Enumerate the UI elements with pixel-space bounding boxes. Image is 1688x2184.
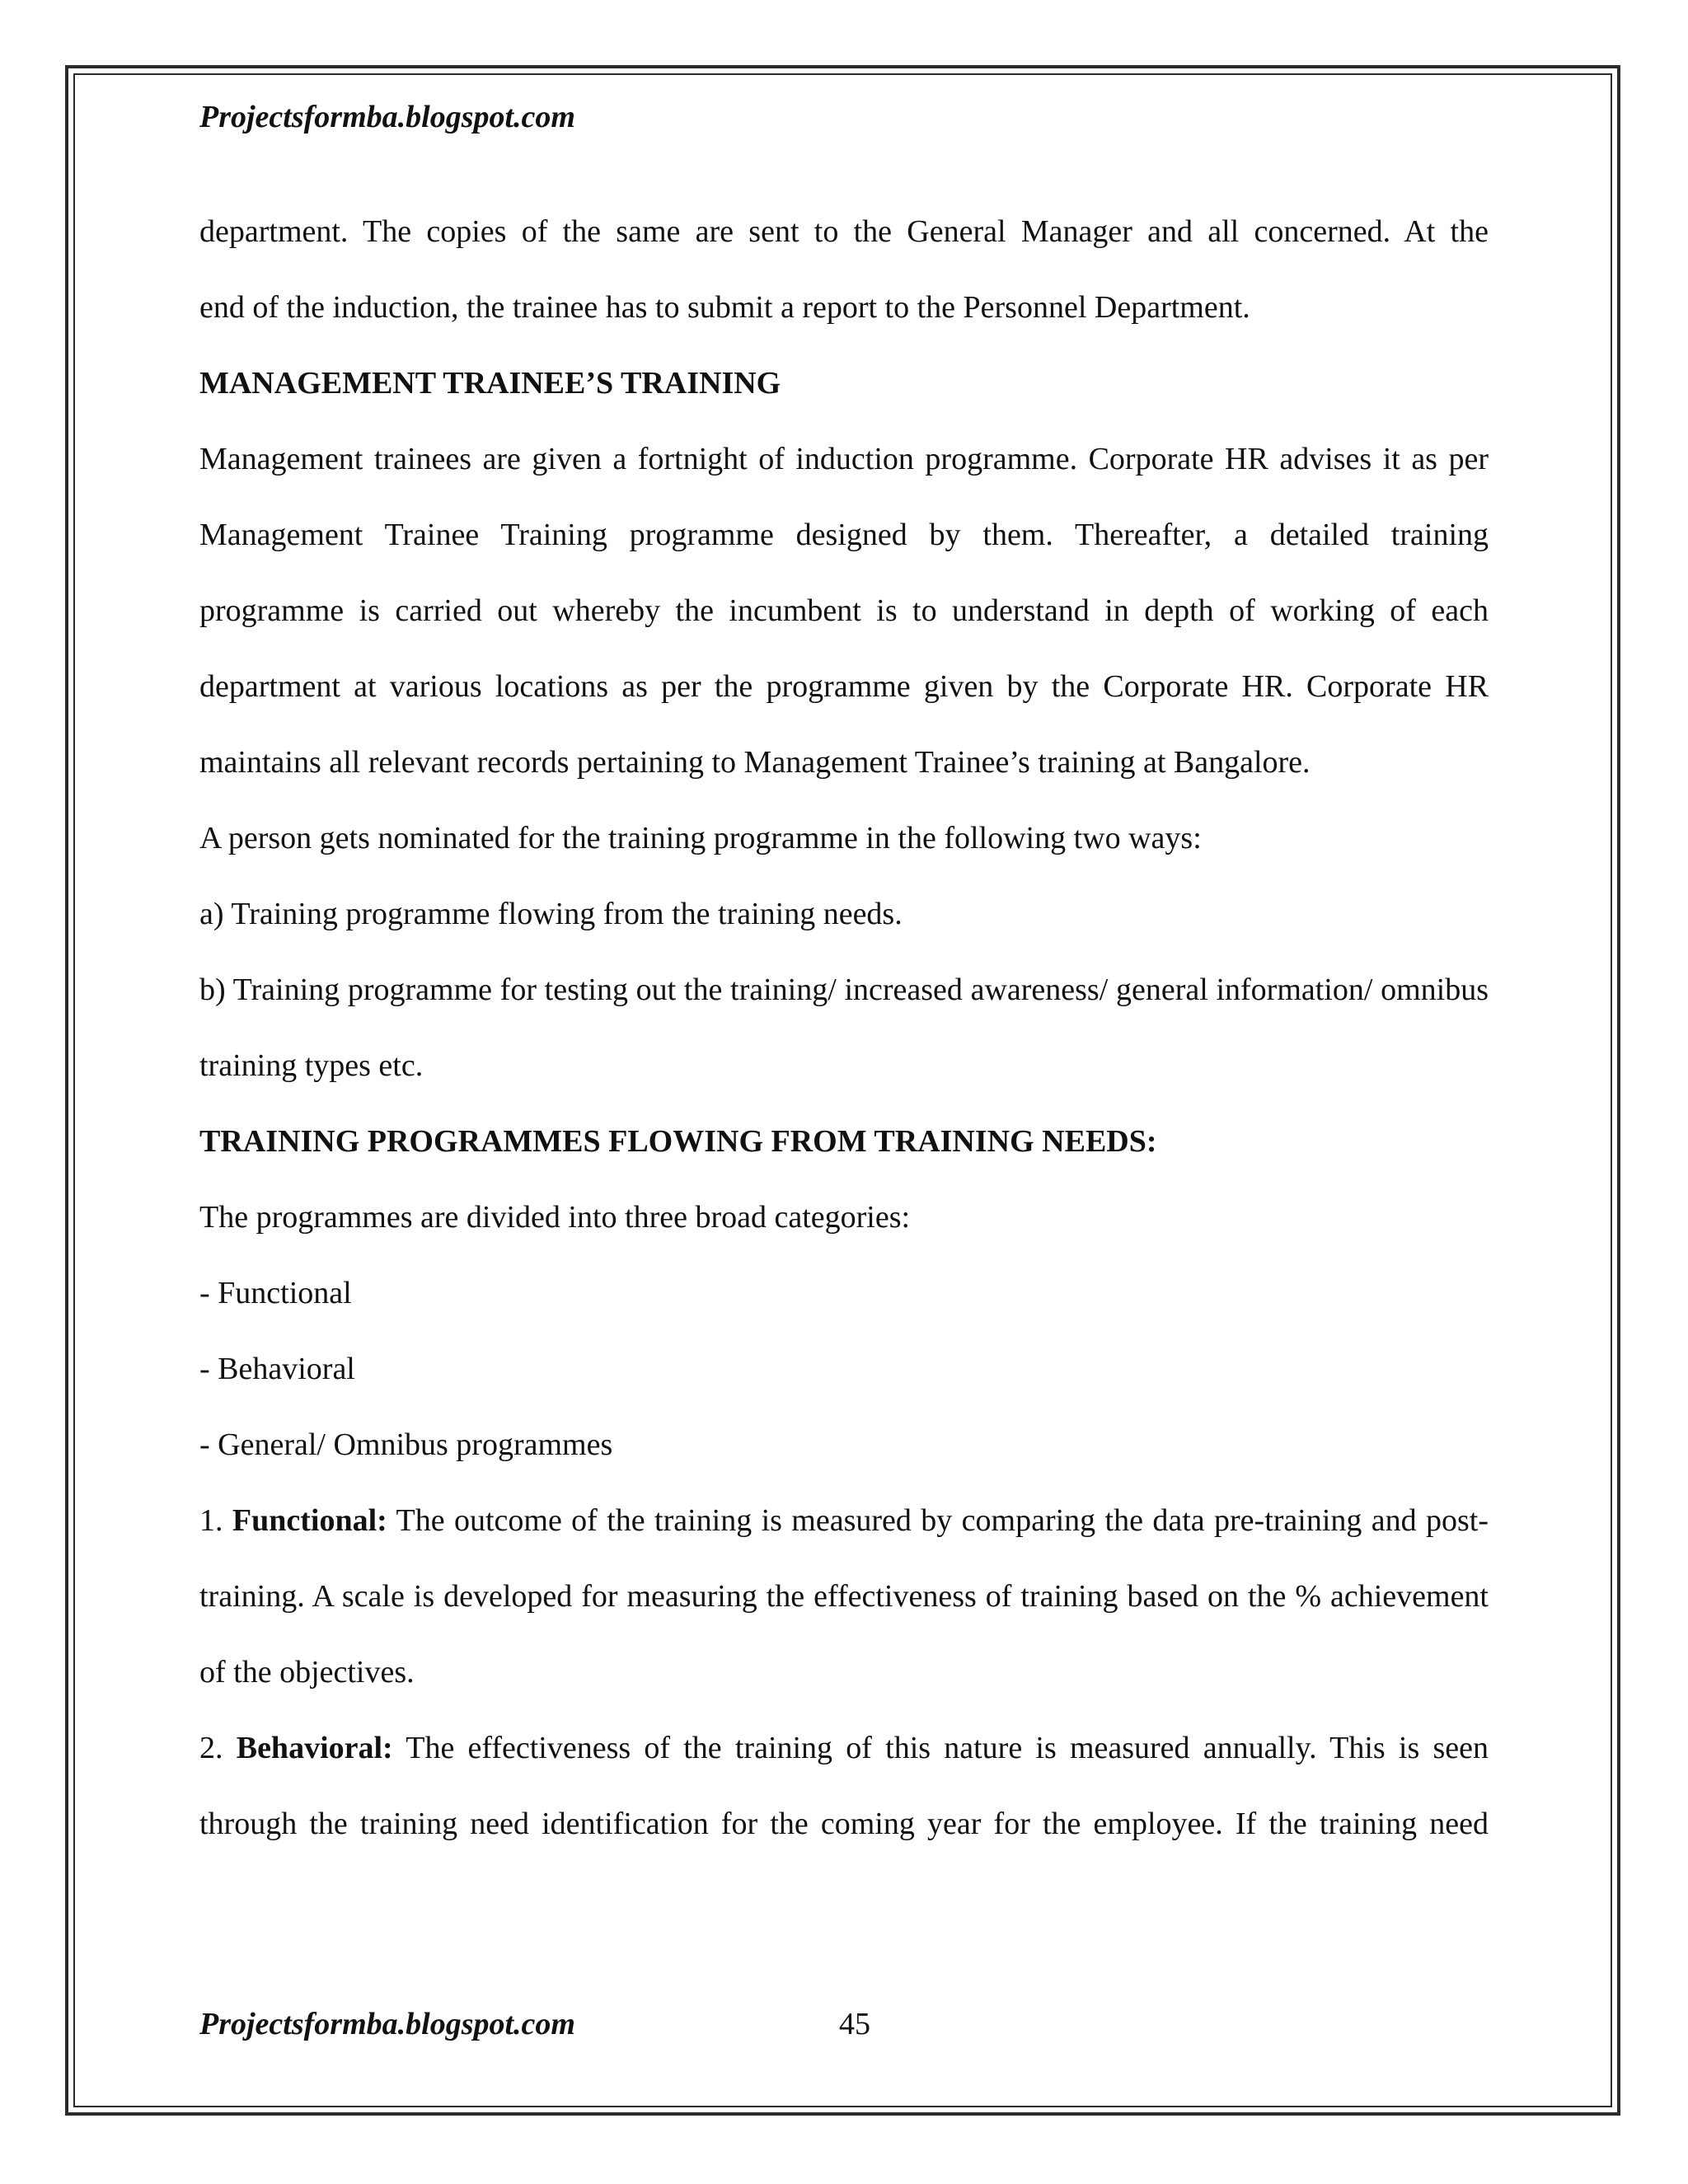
paragraph-continuation-line1: department. The copies of the same are sent to the General Manager and all concerned. At the bbox=[199, 214, 1489, 249]
list-item-a: a) Training programme flowing from the training needs. bbox=[199, 897, 903, 931]
paragraph-nomination: A person gets nominated for the training programme in the following two ways: bbox=[199, 821, 1202, 855]
list-item-b: b) Training programme for testing out the training/ increased awareness/ general information/ omnibus training types etc. bbox=[199, 972, 1489, 1083]
document-body bbox=[199, 194, 1489, 1862]
section-heading-management-trainee: MANAGEMENT TRAINEE’S TRAINING bbox=[199, 366, 781, 401]
bullet-general: - General/ Omnibus programmes bbox=[199, 1427, 613, 1462]
numbered-item-functional bbox=[199, 1483, 1489, 1710]
footer-site-name: Projectsformba.blogspot.com bbox=[199, 2007, 575, 2041]
bullet-behavioral: - Behavioral bbox=[199, 1352, 355, 1386]
paragraph-management-trainees: Management trainees are given a fortnight of induction programme. Corporate HR advises it as per Management Trainee Training programme designed by them. Thereafter, a detailed training programme is carried out whereby the incumbent is to understand in depth of working of each department at various locations as per the programme given by the Corporate HR. Corporate HR maintains all relevant records pertaining to Management Trainee’s training at Bangalore. bbox=[199, 442, 1489, 780]
item-label-behavioral: Behavioral: bbox=[236, 1731, 393, 1765]
header-site-name: Projectsformba.blogspot.com bbox=[199, 100, 575, 134]
item-number: 2. bbox=[199, 1731, 223, 1765]
page-number: 45 bbox=[839, 2007, 870, 2041]
item-number: 1. bbox=[199, 1503, 223, 1538]
item-text-behavioral: The effectiveness of the training of this nature is measured annually. This is seen through the training need identification for the coming year for the employee. If the training need bbox=[199, 1731, 1489, 1841]
item-label-functional: Functional: bbox=[232, 1503, 387, 1538]
bullet-functional: - Functional bbox=[199, 1276, 352, 1310]
paragraph-categories: The programmes are divided into three broad categories: bbox=[199, 1200, 911, 1235]
paragraph-continuation-line2: end of the induction, the trainee has to submit a report to the Personnel Department. bbox=[199, 290, 1250, 325]
numbered-item-behavioral bbox=[199, 1710, 1489, 1862]
section-heading-training-needs: TRAINING PROGRAMMES FLOWING FROM TRAINING NEEDS: bbox=[199, 1124, 1157, 1159]
item-text-functional: The outcome of the training is measured by comparing the data pre-training and post-training. A scale is developed for measuring the effectiveness of training based on the % achievement of the objectives. bbox=[199, 1503, 1489, 1690]
